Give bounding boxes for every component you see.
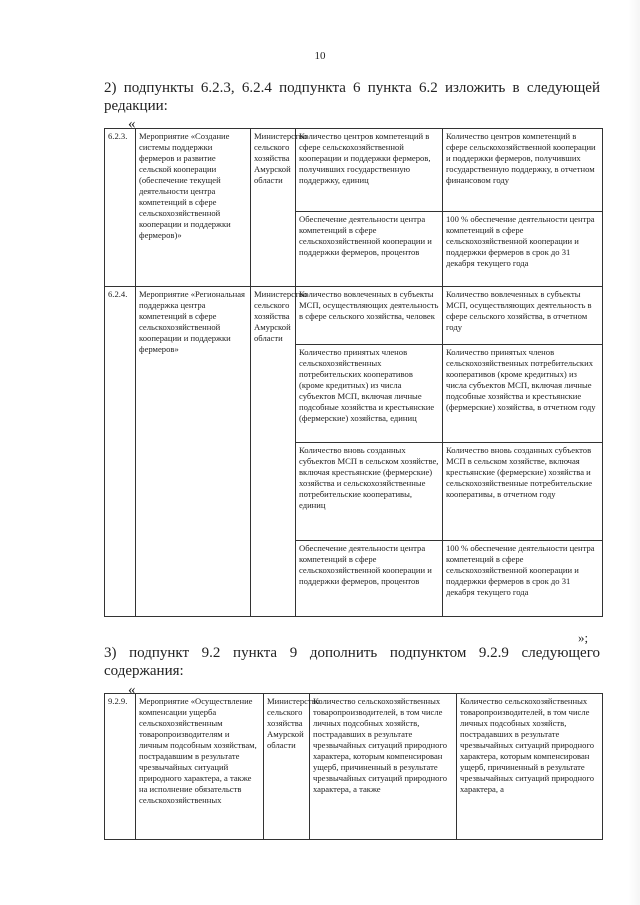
table-row xyxy=(105,694,603,840)
indicator-result: 100 % обеспечение деятельности центра компетенций в сфере сельскохозяйственной кооперации и поддержки фермеров в срок до 31 декабря текущего года xyxy=(443,541,603,617)
section-3-heading-line1: 3) подпункт 9.2 пункта 9 дополнить подпунктом 9.2.9 следующего xyxy=(104,645,600,661)
table-row xyxy=(105,129,603,212)
section-3-open-quote: « xyxy=(128,682,136,698)
responsible-ministry: Министерство сельского хозяйства Амурской области xyxy=(251,287,296,617)
section-3-heading-line2: содержания: xyxy=(104,663,184,679)
section-2-open-quote: « xyxy=(128,116,136,132)
indicator-result: Количество центров компетенций в сфере сельскохозяйственной кооперации и поддержки фермеров, получивших государственную поддержку, в отчетном финансовом году xyxy=(443,129,603,212)
section-2-heading-line2: редакции: xyxy=(104,98,168,114)
table-subitem-9-2-9 xyxy=(104,693,603,840)
row-number: 6.2.4. xyxy=(105,287,136,617)
event-name: Мероприятие «Создание системы поддержки фермеров и развитие сельской кооперации (обеспечение текущей деятельности центра компетенций в сфере сельскохозяйственной кооперации и поддержки фермеров)» xyxy=(136,129,251,287)
indicator-result: Количество принятых членов сельскохозяйственных потребительских кооперативов (кроме кредитных) из числа субъектов МСП, включая личные подсобные хозяйства и крестьянские (фермерские) хозяйства, в отчетном году xyxy=(443,345,603,443)
table-close-quote: »; xyxy=(578,630,589,645)
scan-edge-shadow xyxy=(628,0,640,905)
indicator-result: Количество вновь созданных субъектов МСП в сельском хозяйстве, включая крестьянские (фермерские) хозяйства и сельскохозяйственные потребительские кооперативы, в отчетном году xyxy=(443,443,603,541)
indicator-result: Количество вовлеченных в субъекты МСП, осуществляющих деятельность в сфере сельского хозяйства, в отчетном году xyxy=(443,287,603,345)
indicator-name: Обеспечение деятельности центра компетенций в сфере сельскохозяйственной кооперации и поддержки фермеров, процентов xyxy=(296,212,443,287)
indicator-result: 100 % обеспечение деятельности центра компетенций в сфере сельскохозяйственной кооперации и поддержки фермеров в срок до 31 декабря текущего года xyxy=(443,212,603,287)
table-row xyxy=(105,287,603,345)
indicator-result: Количество сельскохозяйственных товаропроизводителей, в том числе личных подсобных хозяйств, пострадавших в результате чрезвычайных ситуаций природного характера, которым компенсирован ущерб, причиненный в результате чрезвычайных ситуаций природного характера, а xyxy=(457,694,603,840)
section-2-heading-line1: 2) подпункты 6.2.3, 6.2.4 подпункта 6 пункта 6.2 изложить в следующей xyxy=(104,80,600,96)
indicator-name: Обеспечение деятельности центра компетенций в сфере сельскохозяйственной кооперации и поддержки фермеров, процентов xyxy=(296,541,443,617)
indicator-name: Количество вновь созданных субъектов МСП в сельском хозяйстве, включая крестьянские (фермерские) хозяйства и сельскохозяйственные потребительские кооперативы, единиц xyxy=(296,443,443,541)
responsible-ministry: Министерство сельского хозяйства Амурской области xyxy=(251,129,296,287)
page-number: 10 xyxy=(314,50,326,62)
event-name: Мероприятие «Региональная поддержка центра компетенций в сфере сельскохозяйственной кооперации и поддержки фермеров» xyxy=(136,287,251,617)
row-number: 6.2.3. xyxy=(105,129,136,287)
indicator-name: Количество центров компетенций в сфере сельскохозяйственной кооперации и поддержки фермеров, получивших государственную поддержку, единиц xyxy=(296,129,443,212)
event-name: Мероприятие «Осуществление компенсации ущерба сельскохозяйственным товаропроизводителям и личным подсобным хозяйствам, пострадавшим в результате чрезвычайных ситуаций природного характера, а также на исполнение обязательств сельскохозяйственных xyxy=(136,694,264,840)
indicator-name: Количество сельскохозяйственных товаропроизводителей, в том числе личных подсобных хозяйств, пострадавших в результате чрезвычайных ситуаций природного характера, которым компенсирован ущерб, причиненный в результате чрезвычайных ситуаций природного характера, а также xyxy=(310,694,457,840)
responsible-ministry: Министерство сельского хозяйства Амурской области xyxy=(264,694,310,840)
indicator-name: Количество вовлеченных в субъекты МСП, осуществляющих деятельность в сфере сельского хозяйства, человек xyxy=(296,287,443,345)
indicator-name: Количество принятых членов сельскохозяйственных потребительских кооперативов (кроме кредитных) из числа субъектов МСП, включая личные подсобные хозяйства и крестьянские (фермерские) хозяйства, единиц xyxy=(296,345,443,443)
table-subitems-6-2 xyxy=(104,128,603,617)
row-number: 9.2.9. xyxy=(105,694,136,840)
